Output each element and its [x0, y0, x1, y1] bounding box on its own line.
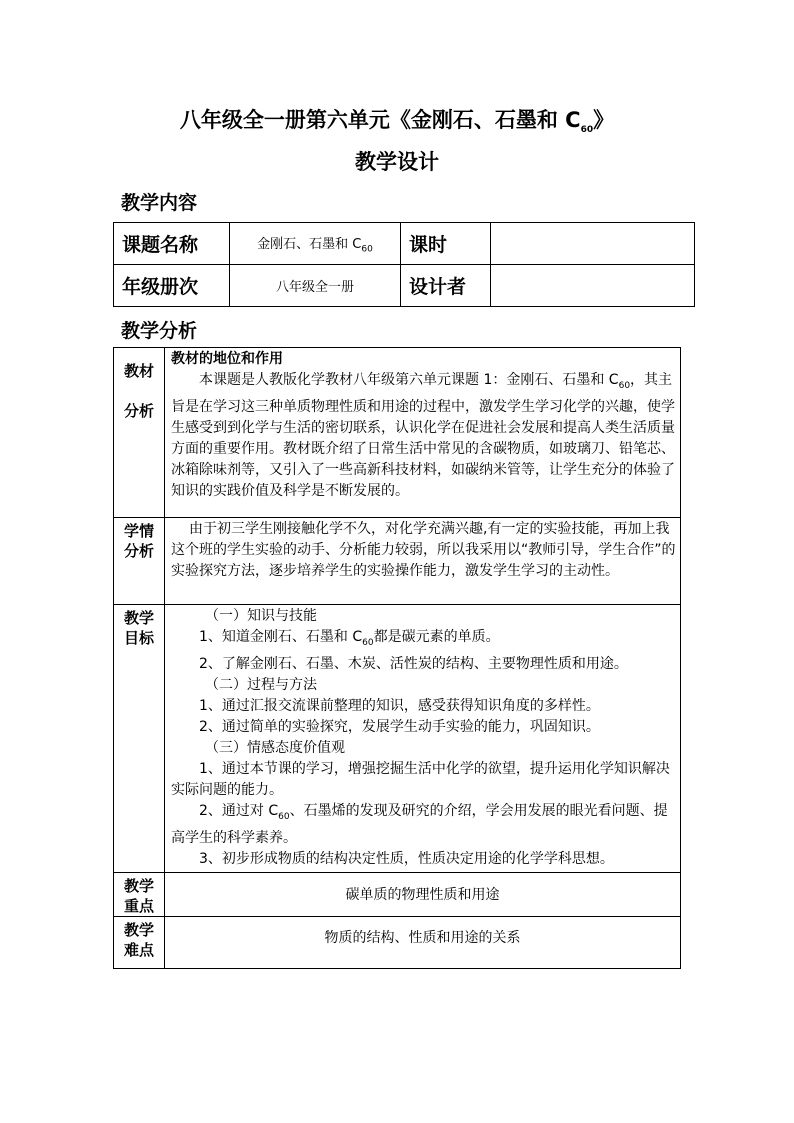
header-line: 教材 — [123, 362, 154, 380]
table-row — [114, 265, 695, 307]
material-paragraph: 本课题是人教版化学教材八年级第六单元课题 1：金刚石、石墨和 $C_{60}$，其主旨是在学习这三种单质物理性质和用途的过程中，激发学生学习化学的兴趣，使学生感受到到化学与生活的密切联系，认识化学在促进社会发展和提高人类生活质量方面的重要作用。教材既介绍了日常生活中常见的含碳物质，如玻璃刀、铅笔芯、冰箱除味剂等，又引入了一些高新科技材料，如碳纳米管等，让学生充分的体验了知识的实践价值及科学是不断发展的。 — [171, 372, 675, 499]
goals-heading: （一）知识与技能 — [205, 608, 317, 624]
topic-value: 金刚石、石墨和 $C_{60}$ — [230, 223, 401, 265]
table-row — [114, 518, 681, 605]
header-line: 分析 — [123, 402, 154, 420]
difficulty-content: 物质的结构、性质和用途的关系 — [165, 916, 681, 968]
grade-label: 年级册次 — [114, 265, 230, 307]
material-content — [165, 348, 681, 518]
document-subtitle: 教学设计 — [355, 150, 439, 174]
goal-item: 3、初步形成物质的结构决定性质，性质决定用途的化学学科思想。 — [199, 850, 614, 867]
designer-label: 设计者 — [401, 265, 491, 307]
goals-heading: （二）过程与方法 — [205, 676, 317, 693]
material-header — [114, 348, 165, 518]
section-heading-analysis: 教学分析 — [121, 320, 198, 342]
header-line: 分析 — [123, 542, 154, 560]
header-line: 教学 — [123, 609, 154, 627]
goal-item: 2、了解金刚石、石墨、木炭、活性炭的结构、主要物理性质和用途。 — [199, 655, 628, 672]
header-line: 重点 — [123, 896, 154, 915]
goal-item: 1、知道金刚石、石墨和 $C_{60}$都是碳元素的单质。 — [199, 629, 500, 648]
goals-content — [165, 605, 681, 873]
topic-label: 课题名称 — [114, 223, 230, 265]
header-line: 目标 — [123, 629, 154, 647]
header-line: 难点 — [123, 940, 154, 959]
difficulty-header — [114, 916, 165, 968]
table-row — [114, 223, 695, 265]
material-subtitle: 教材的地位和作用 — [171, 351, 283, 367]
goal-item: 1、通过汇报交流课前整理的知识，感受获得知识角度的多样性。 — [199, 697, 600, 714]
goal-item: 2、通过对 $C_{60}$、石墨烯的发现及研究的介绍，学会用发展的眼光看问题、提高学生的科学素养。 — [171, 802, 668, 846]
goals-heading: （三）情感态度价值观 — [205, 739, 345, 756]
section-heading-content: 教学内容 — [121, 192, 198, 214]
key-content: 碳单质的物理性质和用途 — [165, 872, 681, 916]
designer-value — [491, 265, 695, 307]
table-row — [114, 916, 681, 968]
document-title: 八年级全一册第六单元《金刚石、石墨和 $C_{60}$》 — [179, 108, 615, 136]
header-line: 教学 — [123, 920, 154, 939]
table-row — [114, 348, 681, 518]
period-value — [491, 223, 695, 265]
goal-item: 1、通过本节课的学习，增强挖掘生活中化学的欲望，提升运用化学知识解决实际问题的能力。 — [171, 760, 670, 798]
students-header — [114, 518, 165, 605]
goals-header — [114, 605, 165, 873]
grade-value: 八年级全一册 — [230, 265, 401, 307]
header-line: 教学 — [123, 876, 154, 895]
header-line: 学情 — [123, 522, 154, 540]
info-table — [113, 222, 695, 307]
table-row — [114, 872, 681, 916]
goal-item: 2、通过简单的实验探究，发展学生动手实验的能力，巩固知识。 — [199, 718, 600, 735]
key-header — [114, 872, 165, 916]
analysis-table — [113, 347, 681, 969]
period-label: 课时 — [401, 223, 491, 265]
students-content: 由于初三学生刚接触化学不久，对化学充满兴趣,有一定的实验技能，再加上我这个班的学生实验的动手、分析能力较弱，所以我采用以“教师引导，学生合作”的实验探究方法，逐步培养学生的实验操作能力，激发学生学习的主动性。 — [165, 518, 681, 605]
table-row — [114, 605, 681, 873]
